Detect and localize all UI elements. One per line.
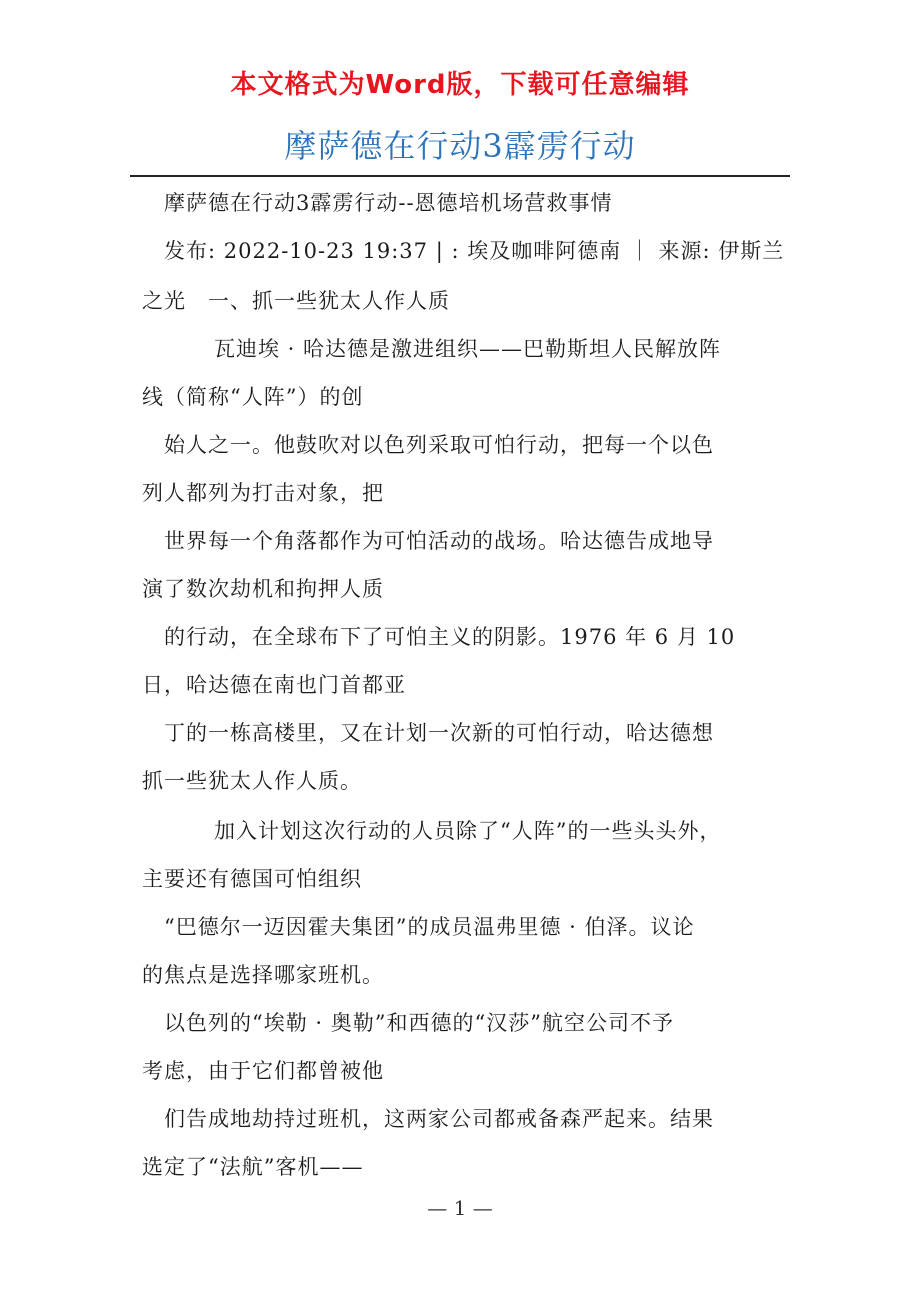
body-line: “巴德尔一迈因霍夫集团”的成员温弗里德 · 伯泽。议论	[164, 915, 695, 939]
body-line: 加入计划这次行动的人员除了“人阵”的一些头头外，	[214, 819, 722, 843]
body-line: 们告成地劫持过班机，这两家公司都戒备森严起来。结果	[164, 1107, 714, 1131]
body-line: 考虑，由于它们都曾被他	[142, 1059, 384, 1083]
body-line: 始人之一。他鼓吹对以色列采取可怕行动，把每一个以色	[164, 433, 714, 457]
body-line: 之光 一、抓一些犹太人作人质	[142, 289, 450, 313]
page-number: — 1 —	[427, 1196, 493, 1220]
body-line: 演了数次劫机和拘押人质	[142, 577, 384, 601]
body-line: 世界每一个角落都作为可怕活动的战场。哈达德告成地导	[164, 529, 714, 553]
body-line: 丁的一栋高楼里，又在计划一次新的可怕行动，哈达德想	[164, 721, 714, 745]
body-line: 列人都列为打击对象，把	[142, 481, 384, 505]
body-line: 的行动，在全球布下了可怕主义的阴影。1976 年 6 月 10	[164, 625, 736, 649]
body-line: 选定了“法航”客机——	[142, 1155, 364, 1179]
body-line: 的焦点是选择哪家班机。	[142, 963, 384, 987]
body-line: 以色列的“埃勒 · 奥勒”和西德的“汉莎”航空公司不予	[164, 1011, 674, 1035]
document-title: 摩萨德在行动3霹雳行动	[284, 127, 636, 165]
body-line: 主要还有德国可怕组织	[142, 867, 362, 891]
format-banner: 本文格式为Word版，下载可任意编辑	[230, 70, 690, 100]
body-line: 日，哈达德在南也门首都亚	[142, 673, 406, 697]
title-divider	[130, 175, 790, 177]
body-line: 抓一些犹太人作人质。	[142, 769, 362, 793]
body-line: 瓦迪埃 · 哈达德是激进组织——巴勒斯坦人民解放阵	[214, 337, 722, 361]
body-line: 发布: 2022-10-23 19:37 | : 埃及咖啡阿德南 ｜ 来源: 伊斯兰	[164, 239, 785, 263]
body-line: 摩萨德在行动3霹雳行动--恩德培机场营救事情	[164, 191, 613, 215]
body-line: 线（简称“人阵”）的创	[142, 385, 364, 409]
